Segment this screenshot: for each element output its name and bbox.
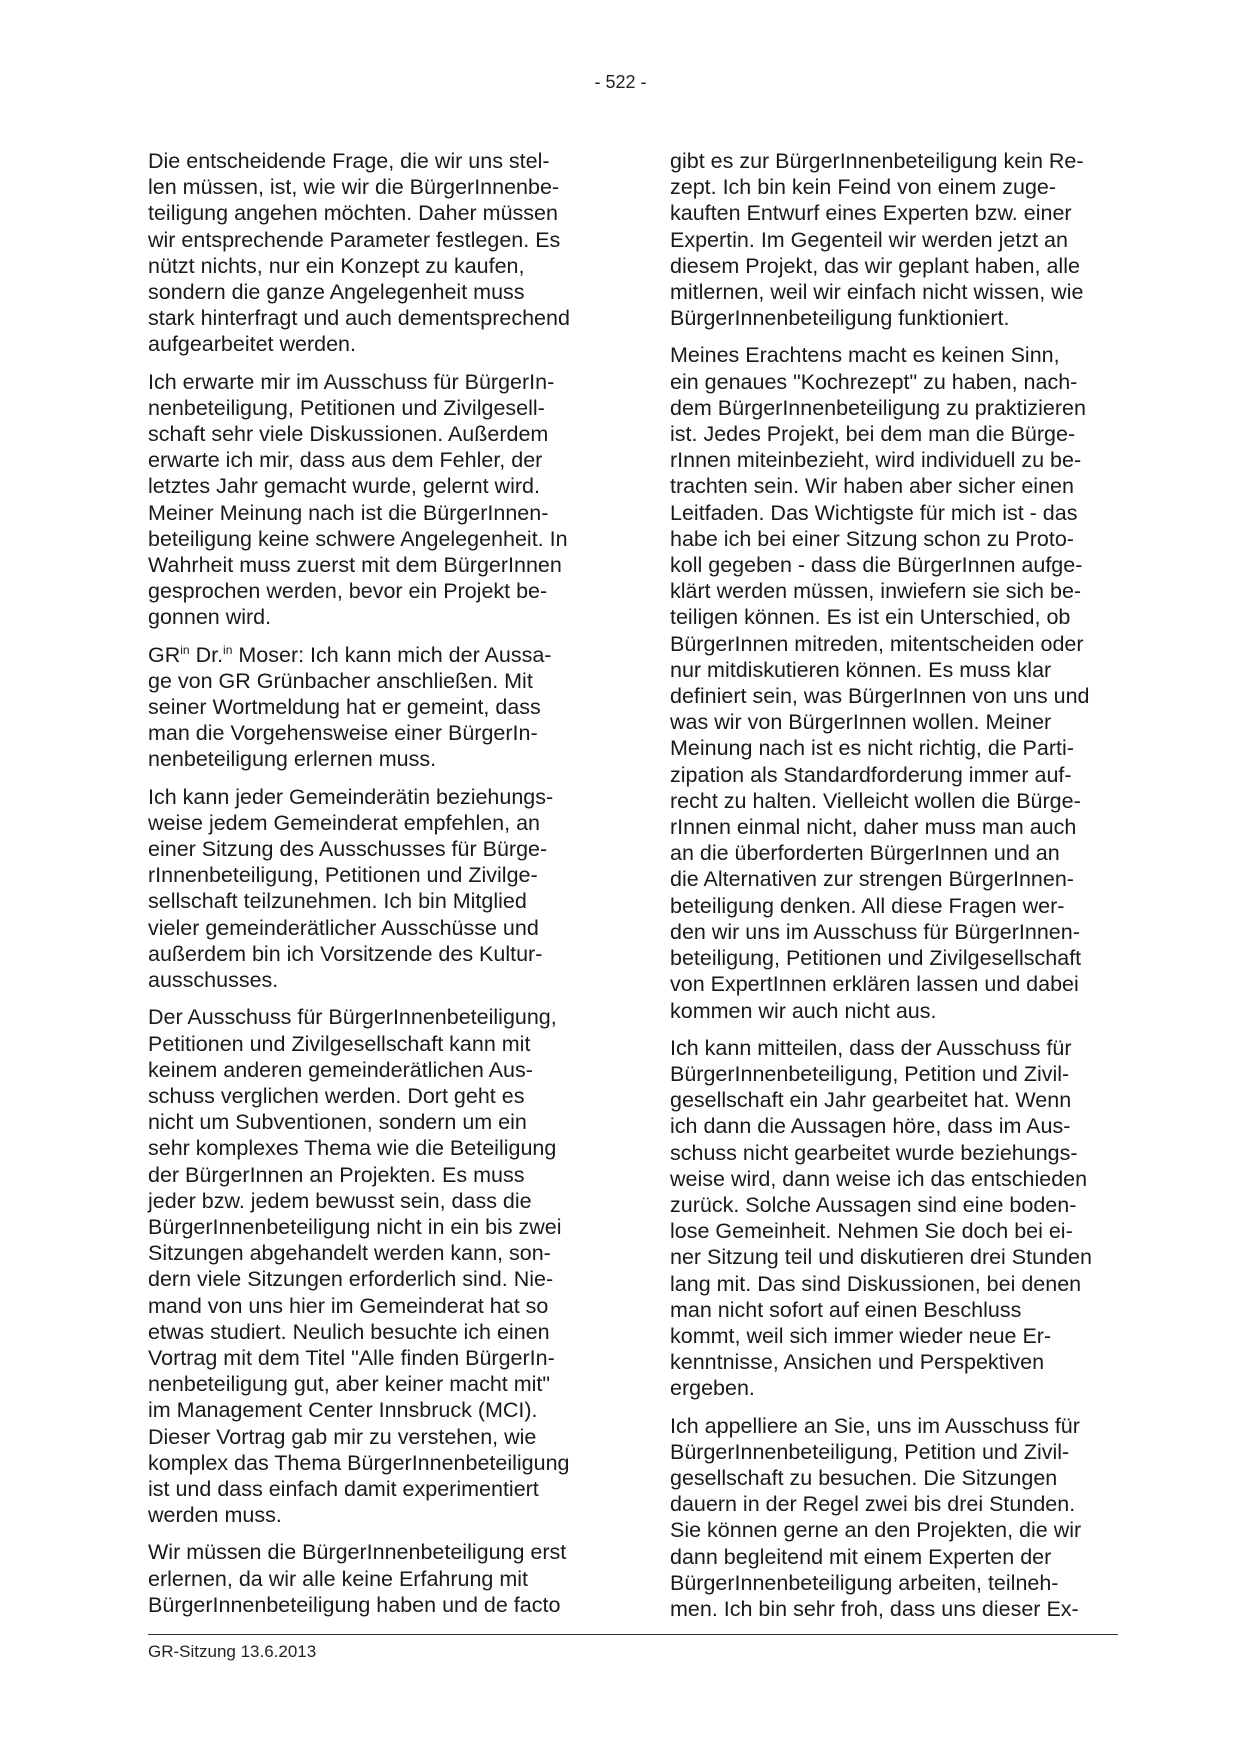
text-line: ist und dass einfach damit experimentiert (148, 1476, 539, 1501)
text-line: lose Gemeinheit. Nehmen Sie doch bei ei- (670, 1219, 1073, 1244)
text-line: man nicht sofort auf einen Beschluss (670, 1297, 1022, 1322)
text-line: Wahrheit muss zuerst mit dem BürgerInnen (148, 553, 562, 578)
text-line: BürgerInnenbeteiligung haben und de facto (148, 1592, 561, 1617)
text-line: der BürgerInnen an Projekten. Es muss (148, 1162, 525, 1187)
text-line: kenntnisse, Ansichen und Perspektiven (670, 1350, 1045, 1375)
text-line: von ExpertInnen erklären lassen und dabei (670, 972, 1079, 997)
text-line: ausschusses. (148, 968, 279, 993)
paragraph (148, 784, 596, 994)
text-line: nenbeteiligung gut, aber keiner macht mit" (148, 1372, 551, 1397)
right-column (670, 148, 1118, 1622)
text-line: kommen wir auch nicht aus. (670, 998, 937, 1023)
text-line: ich dann die Aussagen höre, dass im Aus- (670, 1114, 1071, 1139)
text-line: Expertin. Im Gegenteil wir werden jetzt an (670, 227, 1068, 252)
footer-session-date: GR-Sitzung 13.6.2013 (148, 1642, 317, 1661)
text-line: zept. Ich bin kein Feind von einem zuge- (670, 175, 1057, 200)
text-line: mitlernen, weil wir einfach nicht wissen, wie (670, 280, 1084, 305)
text-line: klärt werden müssen, inwiefern sie sich be- (670, 579, 1082, 604)
text-line: nenbeteiligung, Petitionen und Zivilgesell- (148, 395, 545, 420)
text-line: gibt es zur BürgerInnenbeteiligung kein Re- (670, 149, 1084, 173)
text-line: Meiner Meinung nach ist die BürgerInnen- (148, 500, 549, 525)
text-line: recht zu halten. Vielleicht wollen die Bürge- (670, 788, 1081, 813)
text-line: kauften Entwurf eines Experten bzw. einer (670, 201, 1072, 226)
text-line: Vortrag mit dem Titel "Alle finden BürgerIn- (148, 1345, 555, 1370)
text-line: BürgerInnenbeteiligung, Petition und Zivil- (670, 1439, 1070, 1464)
text-line: seiner Wortmeldung hat er gemeint, dass (148, 695, 541, 720)
text-line: erwarte ich mir, dass aus dem Fehler, der (148, 448, 543, 473)
text-line: dann begleitend mit einem Experten der (670, 1544, 1052, 1569)
text-line: definiert sein, was BürgerInnen von uns und (670, 684, 1090, 709)
text-line: ner Sitzung teil und diskutieren drei Stunden (670, 1245, 1092, 1270)
text-line: gesprochen werden, bevor ein Projekt be- (148, 579, 548, 604)
text-line: etwas studiert. Neulich besuchte ich einen (148, 1319, 550, 1344)
paragraph (148, 369, 596, 631)
text-line: diesem Projekt, das wir geplant haben, alle (670, 253, 1080, 278)
text-line: Sitzungen abgehandelt werden kann, son- (148, 1241, 551, 1266)
text-line: nicht um Subventionen, sondern um ein (148, 1110, 527, 1135)
text-line: einer Sitzung des Ausschusses für Bürge- (148, 837, 548, 862)
text-line: koll gegeben - dass die BürgerInnen aufge- (670, 553, 1083, 578)
text-line: weise wird, dann weise ich das entschieden (670, 1166, 1088, 1191)
speaker-title-gr-suffix: in (180, 642, 190, 657)
text-line: ist. Jedes Projekt, bei dem man die Bürge- (670, 422, 1076, 447)
text-line: komplex das Thema BürgerInnenbeteiligung (148, 1450, 570, 1475)
text-line: Petitionen und Zivilgesellschaft kann mit (148, 1031, 531, 1056)
text-line: lang mit. Das sind Diskussionen, bei denen (670, 1271, 1082, 1296)
text-line: dern viele Sitzungen erforderlich sind. Nie- (148, 1267, 554, 1292)
speaker-title-dr: Dr. (189, 642, 224, 667)
text-line: ein genaues "Kochrezept" zu haben, nach- (670, 369, 1078, 394)
text-line: im Management Center Innsbruck (MCI). (148, 1398, 538, 1423)
text-line: was wir von BürgerInnen wollen. Meiner (670, 710, 1052, 735)
text-line: teiligung angehen möchten. Daher müssen (148, 201, 558, 226)
text-line: teiligen können. Es ist ein Unterschied, ob (670, 605, 1071, 630)
text-line: schuss verglichen werden. Dort geht es (148, 1083, 525, 1108)
text-line: außerdem bin ich Vorsitzende des Kultur- (148, 941, 543, 966)
paragraph (148, 148, 596, 358)
text-line: zipation als Standardforderung immer auf- (670, 762, 1072, 787)
text-line: man die Vorgehensweise einer BürgerIn- (148, 721, 538, 746)
text-line: BürgerInnenbeteiligung arbeiten, teilneh- (670, 1570, 1059, 1595)
text-line: Ich appelliere an Sie, uns im Ausschuss für (670, 1413, 1080, 1438)
text-line: nur mitdiskutieren können. Es muss klar (670, 657, 1052, 682)
text-line: Meinung nach ist es nicht richtig, die Parti- (670, 736, 1074, 761)
text-line: BürgerInnenbeteiligung, Petition und Zivil- (670, 1061, 1070, 1086)
text-line: werden muss. (148, 1503, 282, 1528)
text-line: dem BürgerInnenbeteiligung zu praktizieren (670, 395, 1086, 420)
text-line: dauern in der Regel zwei bis drei Stunden. (670, 1492, 1076, 1517)
text-line: BürgerInnen mitreden, mitentscheiden oder (670, 631, 1084, 656)
text-line: Leitfaden. Das Wichtigste für mich ist - das (670, 500, 1078, 525)
text-line: wir entsprechende Parameter festlegen. Es (148, 227, 561, 252)
text-line: Ich erwarte mir im Ausschuss für BürgerIn- (148, 369, 555, 394)
text-line: gesellschaft ein Jahr gearbeitet hat. Wenn (670, 1088, 1072, 1113)
page-number: - 522 - (594, 72, 647, 92)
text-line: beteiligung keine schwere Angelegenheit. In (148, 526, 568, 551)
text-line: sondern die ganze Angelegenheit muss (148, 280, 525, 305)
text-line: stark hinterfragt und auch dementsprechend (148, 306, 570, 331)
speaker-line-text: : Ich kann mich der Aussa- (298, 642, 552, 667)
text-line: aufgearbeitet werden. (148, 332, 356, 357)
text-line: mand von uns hier im Gemeinderat hat so (148, 1293, 549, 1318)
speaker-name: Moser (232, 642, 299, 667)
text-line: gesellschaft zu besuchen. Die Sitzungen (670, 1465, 1058, 1490)
text-line: Meines Erachtens macht es keinen Sinn, (670, 343, 1060, 368)
text-line: len müssen, ist, wie wir die BürgerInnenbe- (148, 175, 560, 200)
paragraph (148, 1539, 596, 1618)
text-line: erlernen, da wir alle keine Erfahrung mit (148, 1566, 529, 1591)
text-line: trachten sein. Wir haben aber sicher einen (670, 474, 1074, 499)
text-line: habe ich bei einer Sitzung schon zu Proto- (670, 526, 1074, 551)
text-line: Ich kann mitteilen, dass der Ausschuss für (670, 1035, 1072, 1060)
text-line: beteiligung denken. All diese Fragen wer- (670, 893, 1065, 918)
text-line: rInnen miteinbezieht, wird individuell zu be- (670, 448, 1082, 473)
text-line: BürgerInnenbeteiligung funktioniert. (670, 306, 1010, 331)
text-line: den wir uns im Ausschuss für BürgerInnen- (670, 919, 1080, 944)
text-line: rInnen einmal nicht, daher muss man auch (670, 815, 1077, 840)
paragraph (670, 1413, 1118, 1623)
text-line: Der Ausschuss für BürgerInnenbeteiligung, (148, 1005, 557, 1030)
paragraph (148, 1004, 596, 1528)
speaker-line (148, 642, 596, 668)
speaker-title-dr-suffix: in (223, 642, 233, 657)
text-line: vieler gemeinderätlicher Ausschüsse und (148, 915, 539, 940)
text-line: zurück. Solche Aussagen sind eine boden- (670, 1192, 1077, 1217)
text-line: nenbeteiligung erlernen muss. (148, 747, 437, 772)
text-line: die Alternativen zur strengen BürgerInnen- (670, 867, 1074, 892)
paragraph (670, 342, 1118, 1023)
text-line: Dieser Vortrag gab mir zu verstehen, wie (148, 1424, 537, 1449)
text-line: weise jedem Gemeinderat empfehlen, an (148, 810, 540, 835)
text-line: Sie können gerne an den Projekten, die wir (670, 1518, 1082, 1543)
text-line: kommt, weil sich immer wieder neue Er- (670, 1323, 1052, 1348)
paragraph (670, 1035, 1118, 1402)
text-line: keinem anderen gemeinderätlichen Aus- (148, 1057, 533, 1082)
text-line: jeder bzw. jedem bewusst sein, dass die (148, 1188, 532, 1213)
text-line: rInnenbeteiligung, Petitionen und Zivilge- (148, 863, 538, 888)
left-column (148, 148, 596, 1618)
paragraph (670, 148, 1118, 331)
footer-divider (148, 1634, 1118, 1635)
text-line: sellschaft teilzunehmen. Ich bin Mitglied (148, 889, 527, 914)
text-line: letztes Jahr gemacht wurde, gelernt wird. (148, 474, 540, 499)
text-line: nützt nichts, nur ein Konzept zu kaufen, (148, 253, 525, 278)
speaker-paragraph-body (148, 668, 596, 773)
text-line: sehr komplexes Thema wie die Beteiligung (148, 1136, 557, 1161)
text-line: ge von GR Grünbacher anschließen. Mit (148, 668, 533, 693)
text-line: Wir müssen die BürgerInnenbeteiligung erst (148, 1540, 567, 1565)
text-line: Ich kann jeder Gemeinderätin beziehungs- (148, 784, 554, 809)
text-line: Die entscheidende Frage, die wir uns stel- (148, 149, 550, 173)
text-line: BürgerInnenbeteiligung nicht in ein bis zwei (148, 1214, 562, 1239)
text-line: schaft sehr viele Diskussionen. Außerdem (148, 422, 549, 447)
text-line: an die überforderten BürgerInnen und an (670, 841, 1060, 866)
text-line: beteiligung, Petitionen und Zivilgesellschaft (670, 946, 1082, 971)
text-line: gonnen wird. (148, 605, 272, 630)
text-line: men. Ich bin sehr froh, dass uns dieser Ex- (670, 1596, 1079, 1621)
speaker-title-gr: GR (148, 642, 181, 667)
speaker-paragraph (148, 642, 596, 773)
text-line: ergeben. (670, 1376, 755, 1401)
text-line: schuss nicht gearbeitet wurde beziehungs- (670, 1140, 1078, 1165)
